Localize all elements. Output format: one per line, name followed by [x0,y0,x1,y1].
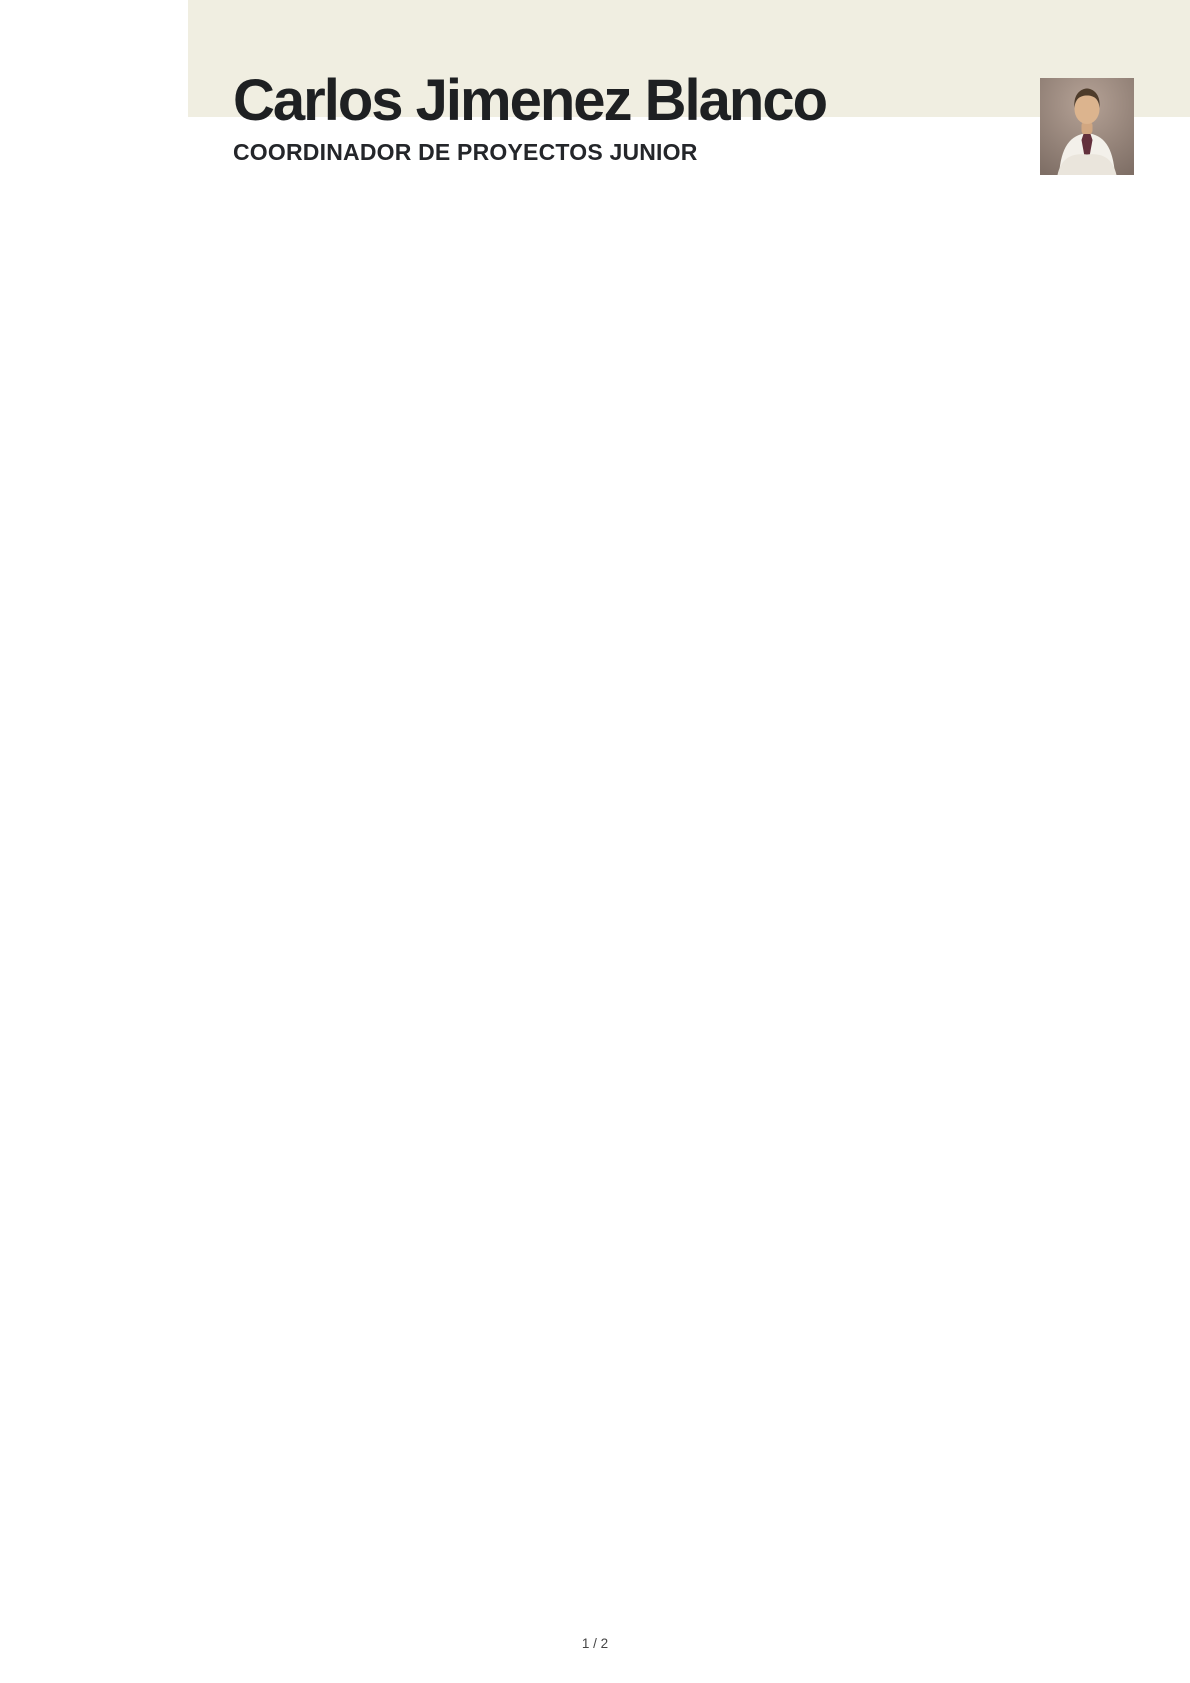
person-name: Carlos Jimenez Blanco [233,68,826,133]
footer-page-indicator: 1 / 2 [581,1636,609,1651]
photo-face [1075,94,1100,124]
role-title: COORDINADOR DE PROYECTOS JUNIOR [233,139,698,165]
profile-photo [1040,78,1134,175]
